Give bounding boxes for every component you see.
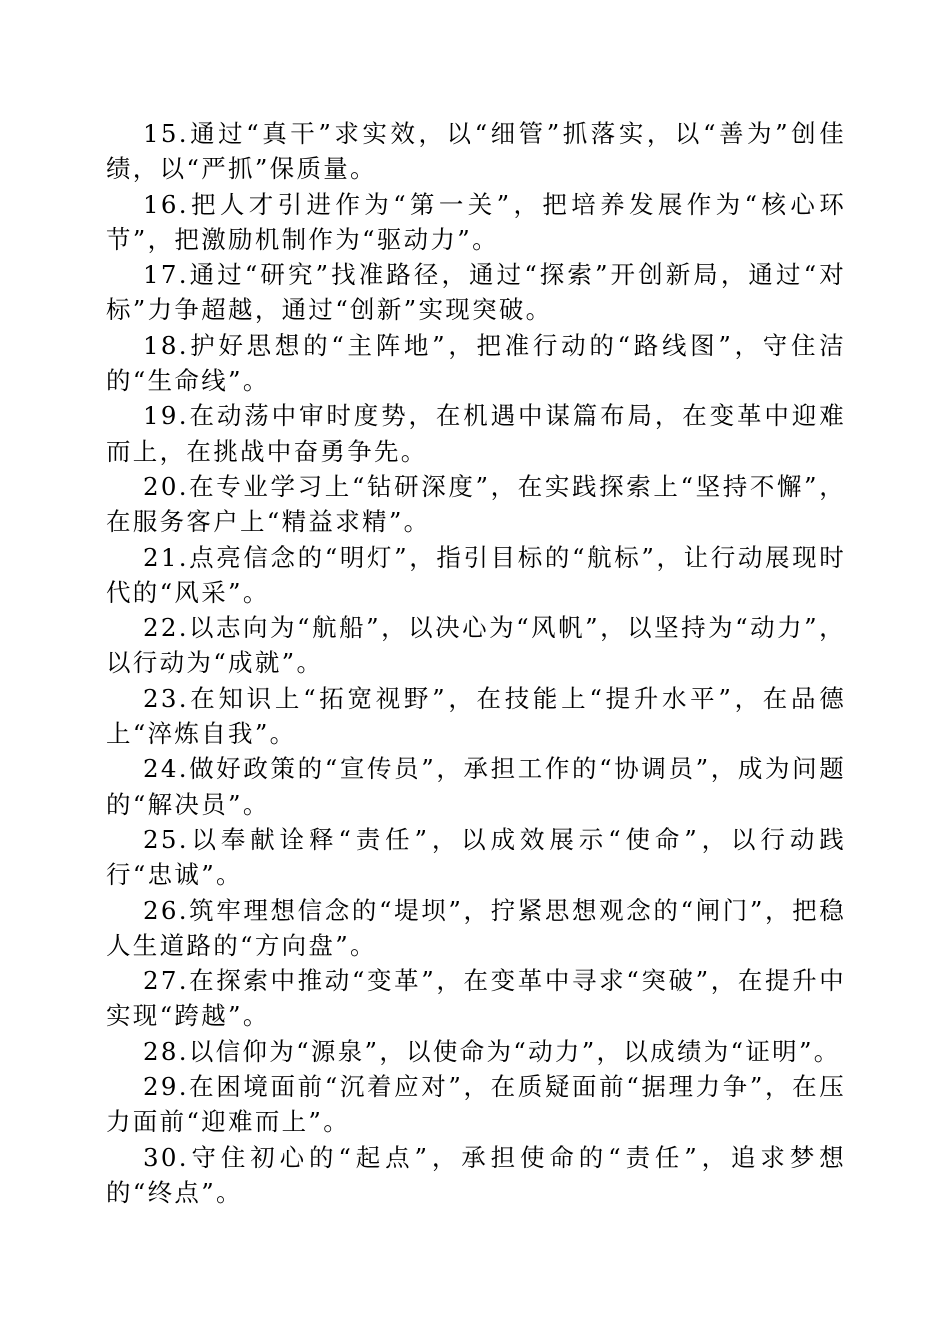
list-item-18: 18.护好思想的“主阵地”，把准行动的“路线图”，守住洁的“生命线”。	[106, 330, 846, 396]
list-item-28: 28.以信仰为“源泉”，以使命为“动力”，以成绩为“证明”。	[143, 1036, 841, 1066]
list-item-30: 30.守住初心的“起点”，承担使命的“责任”，追求梦想的“终点”。	[106, 1142, 846, 1207]
list-item-19: 19.在动荡中审时度势，在机遇中谋篇布局，在变革中迎难而上，在挑战中奋勇争先。	[106, 401, 846, 466]
list-item-24: 24.做好政策的“宣传员”，承担工作的“协调员”，成为问题的“解决员”。	[106, 754, 846, 819]
document-body	[106, 116, 846, 1210]
list-item-20: 20.在专业学习上“钻研深度”，在实践探索上“坚持不懈”，在服务客户上“精益求精”。	[106, 471, 846, 537]
list-item-17: 17.通过“研究”找准路径，通过“探索”开创新局，通过“对标”力争超越，通过“创新”实现突破。	[106, 260, 846, 325]
list-item-25: 25.以奉献诠释“责任”，以成效展示“使命”，以行动践行“忠诚”。	[106, 824, 846, 890]
list-item-15: 15.通过“真干”求实效，以“细管”抓落实，以“善为”创佳绩，以“严抓”保质量。	[106, 119, 846, 184]
list-item-22: 22.以志向为“航船”，以决心为“风帆”，以坚持为“动力”，以行动为“成就”。	[106, 613, 846, 678]
list-item-26: 26.筑牢理想信念的“堤坝”，拧紧思想观念的“闸门”，把稳人生道路的“方向盘”。	[106, 895, 846, 960]
list-item-21: 21.点亮信念的“明灯”，指引目标的“航标”，让行动展现时代的“风采”。	[106, 542, 846, 607]
list-item-27: 27.在探索中推动“变革”，在变革中寻求“突破”，在提升中实现“跨越”。	[106, 966, 846, 1031]
list-item-23: 23.在知识上“拓宽视野”，在技能上“提升水平”，在品德上“淬炼自我”。	[106, 683, 846, 749]
list-item-29: 29.在困境面前“沉着应对”，在质疑面前“据理力争”，在压力面前“迎难而上”。	[106, 1072, 846, 1137]
list-item-16: 16.把人才引进作为“第一关”，把培养发展作为“核心环节”，把激励机制作为“驱动力”。	[106, 189, 846, 254]
